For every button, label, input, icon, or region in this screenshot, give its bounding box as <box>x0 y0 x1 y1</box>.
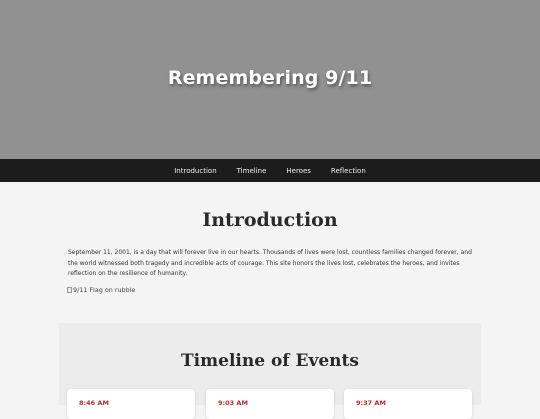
timeline-heading: Timeline of Events <box>181 351 359 371</box>
broken-image-icon <box>67 287 72 293</box>
flag-image-alt: 9/11 Flag on rubble <box>73 286 136 294</box>
timeline-card-time: 9:03 AM <box>218 399 248 407</box>
hero-banner <box>0 0 540 159</box>
nav-introduction[interactable]: Introduction <box>174 166 217 175</box>
introduction-text: September 11, 2001, is a day that will forever live in our hearts. Thousands of lives were lost, countless families changed forever, and the world witnessed both tragedy and incredible acts of courage. This site honors the lives lost, celebrates the heroes, and invites reflection on the resilience of humanity. <box>68 249 472 277</box>
introduction-heading: Introduction <box>202 209 338 231</box>
nav-reflection[interactable]: Reflection <box>330 166 366 175</box>
page-title: Remembering 9/11 <box>167 66 373 89</box>
timeline-card-time: 8:46 AM <box>79 399 109 407</box>
timeline-card <box>206 389 334 419</box>
timeline-card <box>67 389 195 419</box>
main-nav <box>0 159 540 182</box>
timeline-card <box>344 389 472 419</box>
timeline-section <box>59 323 481 405</box>
timeline-card-time: 9:37 AM <box>356 399 386 407</box>
flag-image <box>67 286 135 294</box>
nav-timeline[interactable]: Timeline <box>236 166 267 175</box>
nav-heroes[interactable]: Heroes <box>286 166 311 175</box>
